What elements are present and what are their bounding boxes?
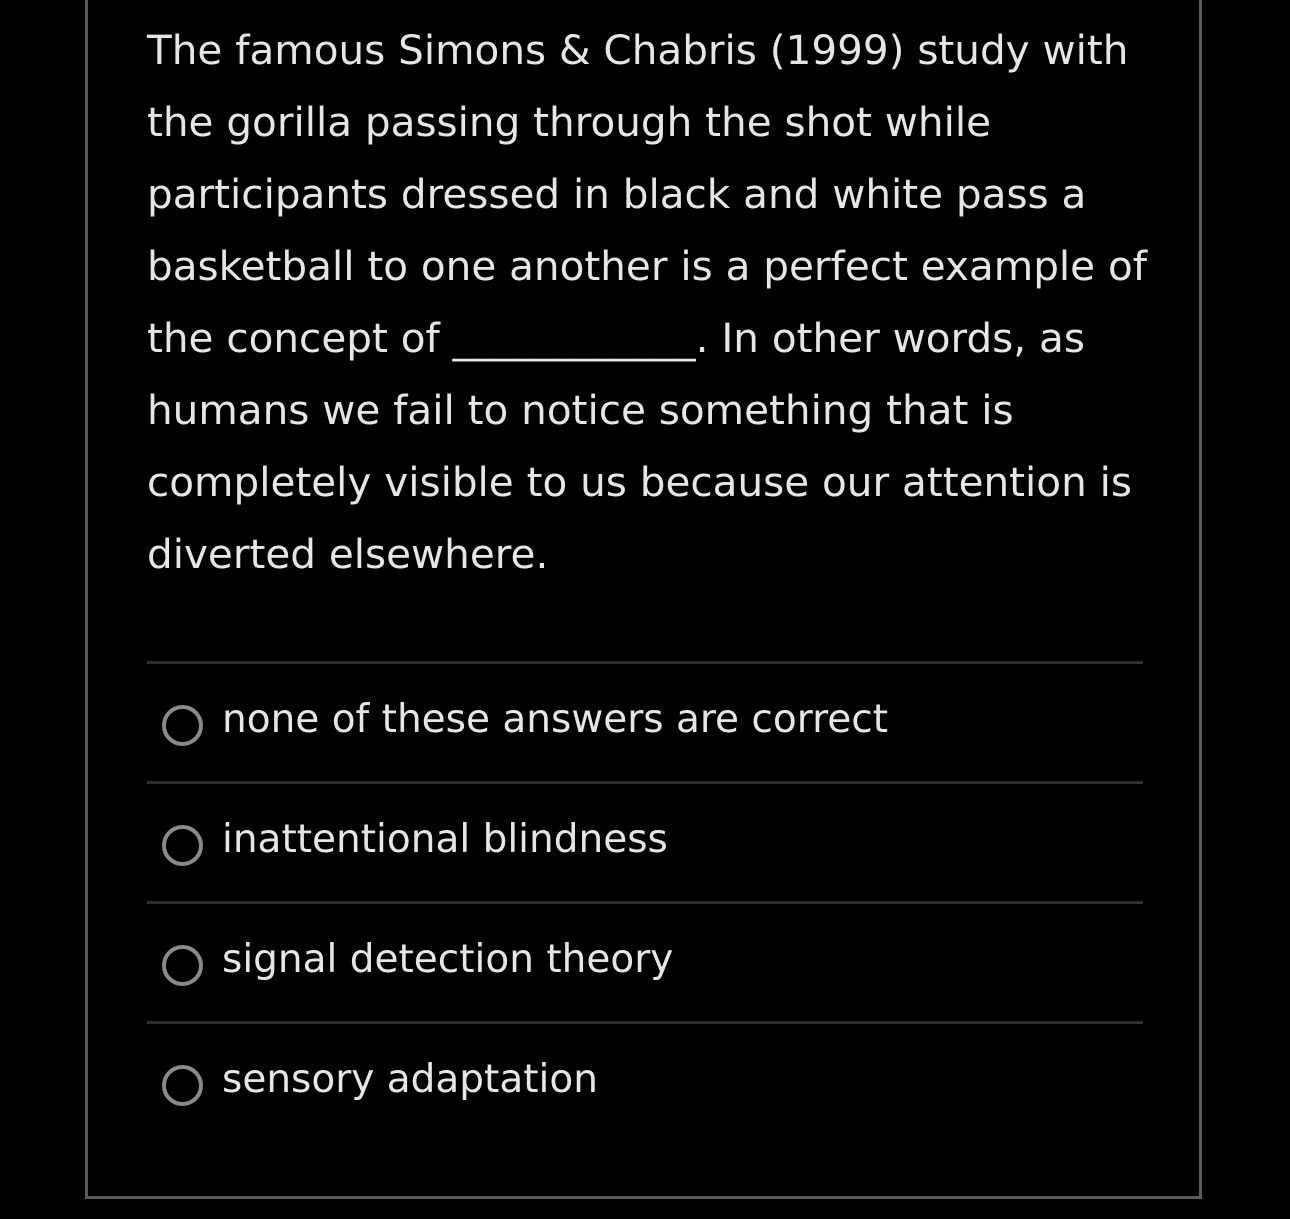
answer-option-label: sensory adaptation [222,1057,598,1102]
radio-button-icon[interactable] [162,705,203,746]
answer-option-label: signal detection theory [222,937,674,982]
answer-options [147,661,1143,1141]
answer-option[interactable] [147,661,1143,781]
radio-button-icon[interactable] [162,1065,203,1106]
answer-option-label: inattentional blindness [222,817,668,862]
answer-option-label: none of these answers are correct [222,697,888,742]
radio-button-icon[interactable] [162,825,203,866]
radio-button-icon[interactable] [162,945,203,986]
answer-option[interactable] [147,1021,1143,1141]
question-text: The famous Simons & Chabris (1999) study with the gorilla passing through the shot while participants dressed in black and white pass a basketball to one another is a perfect example of the concept of ____________. In other words, as humans we fail to notice something that is completely visible to us because our attention is diverted elsewhere. [147,26,1147,578]
answer-option[interactable] [147,901,1143,1021]
answer-option[interactable] [147,781,1143,901]
